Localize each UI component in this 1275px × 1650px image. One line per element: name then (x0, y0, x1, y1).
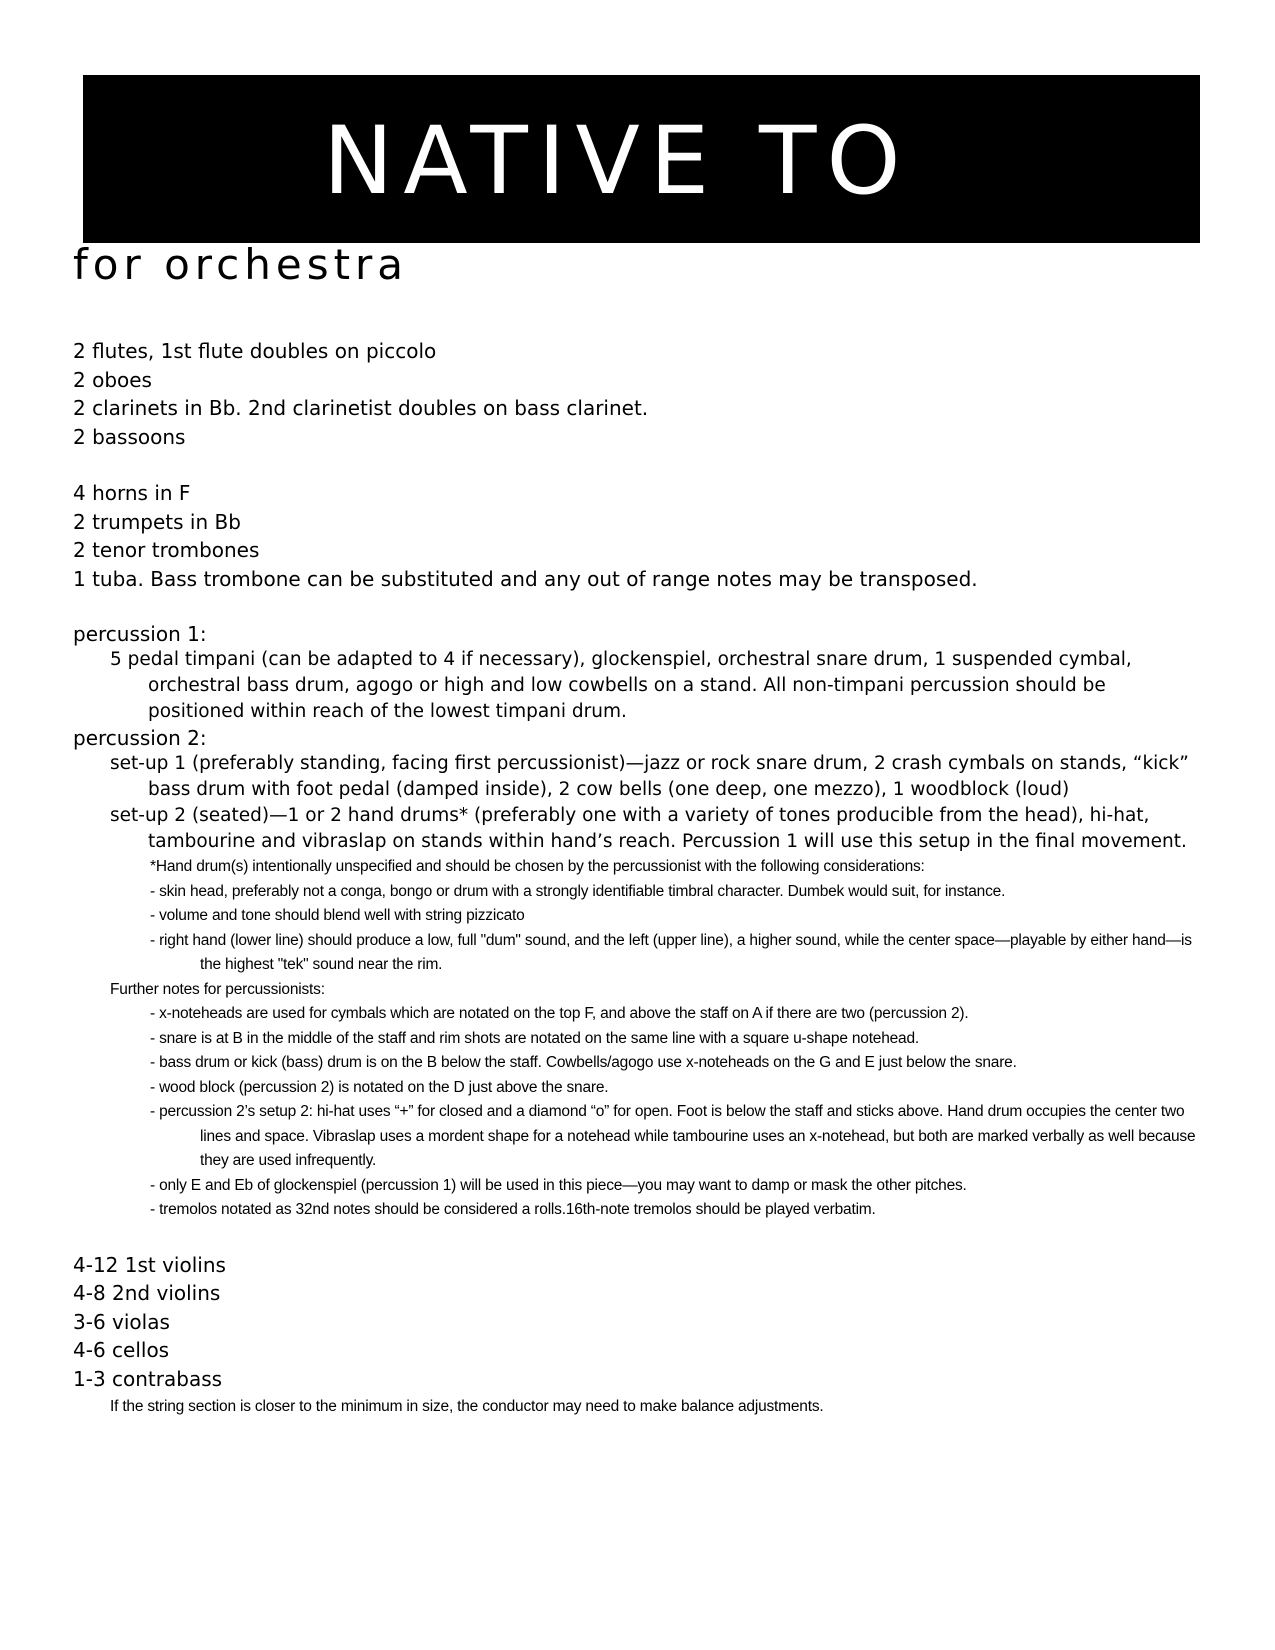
list-item: 2 clarinets in Bb. 2nd clarinetist doubles on bass clarinet. (73, 396, 649, 420)
percussion-2-setup-2: set-up 2 (seated)—1 or 2 hand drums* (preferably one with a variety of tones producible from the head), hi-hat, tambourine and vibraslap on stands within hand’s reach. Percussion 1 will use this setup in the final movement. (110, 805, 1187, 852)
hand-drum-note: *Hand drum(s) intentionally unspecified and should be chosen by the percussionist with the following considerations: (150, 858, 925, 875)
further-note-item: - percussion 2’s setup 2: hi-hat uses “+” for closed and a diamond “o” for open. Foot is below the staff and sticks above. Hand drum occupies the center two lines and space. Vibraslap uses a mordent shape for a notehead while tambourine uses an x-notehead, but both are marked verbally as well because they are used infrequently. (150, 1103, 1196, 1169)
instrumentation-list (73, 337, 1203, 1420)
list-item: 2 tenor trombones (73, 538, 260, 562)
further-note-item: - only E and Eb of glockenspiel (percussion 1) will be used in this piece—you may want to damp or mask the other pitches. (150, 1176, 967, 1194)
list-item: 4-8 2nd violins (73, 1281, 221, 1305)
title-banner (83, 75, 1200, 243)
strings-section (73, 1251, 1203, 1420)
list-item: 2 oboes (73, 367, 152, 392)
list-item: 1 tuba. Bass trombone can be substituted and any out of range notes may be transposed. (73, 566, 978, 591)
percussion-2-setup-1: set-up 1 (preferably standing, facing first percussionist)—jazz or rock snare drum, 2 crash cymbals on stands, “kick” bass drum with foot pedal (damped inside), 2 cow bells (one deep, one mezzo), 1 woodblock (loud) (110, 753, 1189, 800)
further-note-item: - tremolos notated as 32nd notes should be considered a rolls.16th-note tremolos should be played verbatim. (150, 1201, 876, 1218)
list-item: 2 bassoons (73, 424, 186, 449)
further-note-item: - x-noteheads are used for cymbals which are notated on the top F, and above the staff on A if there are two (percussion 2). (150, 1005, 969, 1022)
percussion-1-text: 5 pedal timpani (can be adapted to 4 if necessary), glockenspiel, orchestral snare drum, 1 suspended cymbal, orchestral bass drum, agogo or high and low cowbells on a stand. All non-timpani percussion should be positioned within reach of the lowest timpani drum. (110, 649, 1132, 722)
woodwinds-section (73, 337, 1203, 451)
further-note-item: - snare is at B in the middle of the staff and rim shots are notated on the same line with a square u-shape notehead. (150, 1029, 920, 1047)
list-item: 2 trumpets in Bb (73, 509, 241, 534)
list-item: 1-3 contrabass (73, 1366, 223, 1391)
page-subtitle: for orchestra (73, 240, 409, 289)
list-item: 2 flutes, 1st flute doubles on piccolo (73, 339, 437, 363)
further-notes-title: Further notes for percussionists: (110, 980, 325, 998)
brass-section (73, 479, 1203, 593)
page-title: NATIVE TO (323, 107, 911, 216)
further-note-item: - wood block (percussion 2) is notated on the D just above the snare. (150, 1078, 609, 1096)
list-item: 3-6 violas (73, 1309, 170, 1334)
hand-drum-item: - volume and tone should blend well with string pizzicato (150, 907, 525, 924)
hand-drum-item: - skin head, preferably not a conga, bongo or drum with a strongly identifiable timbral character. Dumbek would suit, for instance. (150, 882, 1006, 900)
percussion-2-heading: percussion 2: (73, 726, 207, 750)
strings-note: If the string section is closer to the minimum in size, the conductor may need to make balance adjustments. (110, 1398, 824, 1415)
percussion-1-heading: percussion 1: (73, 622, 207, 646)
list-item: 4 horns in F (73, 481, 191, 505)
list-item: 4-6 cellos (73, 1338, 170, 1362)
further-note-item: - bass drum or kick (bass) drum is on the B below the staff. Cowbells/agogo use x-noteheads on the G and E just below the snare. (150, 1054, 1017, 1071)
percussion-section (73, 621, 1203, 1223)
hand-drum-item: - right hand (lower line) should produce a low, full "dum" sound, and the left (upper line), a higher sound, while the center space—playable by either hand—is the highest "tek" sound near the rim. (150, 931, 1192, 973)
list-item: 4-12 1st violins (73, 1252, 226, 1277)
